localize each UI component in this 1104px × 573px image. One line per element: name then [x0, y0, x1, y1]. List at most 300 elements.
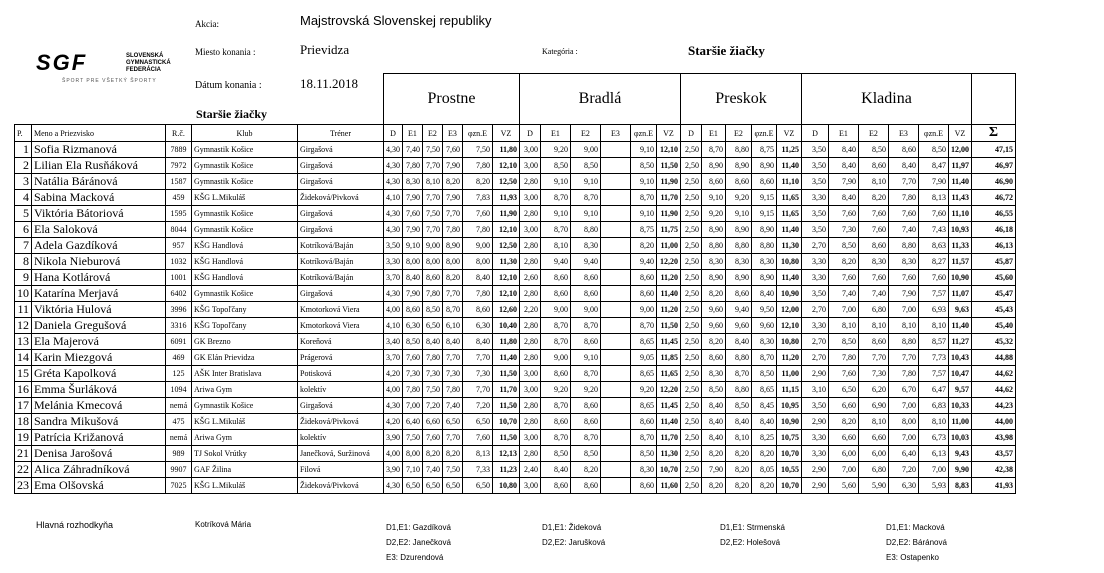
table-row — [15, 462, 1016, 478]
cell-prostne-phi: 7,80 — [463, 222, 493, 238]
cell-kladina-e2: 8,20 — [859, 190, 889, 206]
cell-preskok-e2: 8,60 — [726, 174, 752, 190]
cell-bradla-vz: 11,20 — [657, 270, 681, 286]
cell-kladina-vz: 11,27 — [949, 334, 972, 350]
cell-kladina-e3: 8,80 — [889, 238, 919, 254]
cell-rc: 1094 — [166, 382, 192, 398]
cell-prostne-e3: 7,70 — [443, 430, 463, 446]
cell-bradla-vz: 11,90 — [657, 174, 681, 190]
cell-bradla-phi: 8,50 — [631, 446, 657, 462]
cell-bradla-d: 2,80 — [520, 446, 541, 462]
cell-bradla-e2: 8,60 — [571, 334, 601, 350]
cell-preskok-e1: 8,20 — [702, 286, 726, 302]
cell-meno: Denisa Jarošová — [32, 446, 166, 462]
cell-bradla-phi: 8,70 — [631, 318, 657, 334]
cell-bradla-d: 3,00 — [520, 142, 541, 158]
cell-kladina-vz: 11,97 — [949, 158, 972, 174]
cell-kladina-vz: 10,33 — [949, 398, 972, 414]
cell-meno: Lilian Ela Rusňáková — [32, 158, 166, 174]
cell-prostne-e2: 7,40 — [423, 462, 443, 478]
cell-preskok-d: 2,50 — [681, 382, 702, 398]
cell-preskok-d: 2,50 — [681, 222, 702, 238]
cell-prostne-e2: 7,50 — [423, 382, 443, 398]
cell-trener: Kotríková/Baján — [298, 270, 384, 286]
cell-kladina-d: 2,90 — [802, 366, 829, 382]
cell-prostne-e1: 8,50 — [403, 334, 423, 350]
cell-bradla-e3 — [601, 430, 631, 446]
cell-prostne-e2: 7,20 — [423, 398, 443, 414]
cell-preskok-vz: 12,10 — [777, 318, 802, 334]
cell-kladina-phi: 6,73 — [919, 430, 949, 446]
cell-bradla-vz: 11,75 — [657, 222, 681, 238]
cell-prostne-e1: 7,60 — [403, 206, 423, 222]
cell-preskok-phi: 8,90 — [752, 270, 777, 286]
cell-prostne-e3: 8,90 — [443, 238, 463, 254]
cell-preskok-d: 2,50 — [681, 462, 702, 478]
logo-org-line1: SLOVENSKÁ — [126, 53, 164, 59]
cell-prostne-d: 3,90 — [384, 462, 403, 478]
cell-kladina-phi: 6,47 — [919, 382, 949, 398]
cell-kladina-e2: 6,60 — [859, 430, 889, 446]
cell-kladina-vz: 11,10 — [949, 206, 972, 222]
table-row — [15, 382, 1016, 398]
akcia-value: Majstrovská Slovenskej republiky — [300, 13, 492, 28]
cell-rc: 1595 — [166, 206, 192, 222]
cell-prostne-vz: 12,50 — [493, 238, 520, 254]
cell-total: 46,55 — [972, 206, 1016, 222]
cell-prostne-e3: 8,00 — [443, 254, 463, 270]
cell-kladina-d: 3,50 — [802, 158, 829, 174]
cell-prostne-d: 4,30 — [384, 478, 403, 494]
cell-poradie: 23 — [15, 478, 32, 494]
judges-kladina — [886, 520, 947, 565]
cell-kladina-e3: 8,80 — [889, 334, 919, 350]
cell-prostne-e2: 6,50 — [423, 478, 443, 494]
cell-bradla-d: 2,60 — [520, 270, 541, 286]
cell-bradla-vz: 11,65 — [657, 366, 681, 382]
cell-bradla-e3 — [601, 318, 631, 334]
cell-prostne-d: 4,20 — [384, 366, 403, 382]
cell-bradla-e1: 8,60 — [541, 270, 571, 286]
cell-total: 45,32 — [972, 334, 1016, 350]
cell-prostne-phi: 8,13 — [463, 446, 493, 462]
cell-preskok-phi: 8,25 — [752, 430, 777, 446]
cell-kladina-e1: 6,60 — [829, 398, 859, 414]
cell-poradie: 16 — [15, 382, 32, 398]
cell-bradla-phi: 9,05 — [631, 350, 657, 366]
cell-total: 43,98 — [972, 430, 1016, 446]
cell-preskok-vz: 11,65 — [777, 206, 802, 222]
judge-line: D1,E1: Strmenská — [720, 523, 785, 532]
cell-prostne-d: 4,20 — [384, 414, 403, 430]
cell-preskok-e1: 9,20 — [702, 206, 726, 222]
cell-preskok-phi: 8,45 — [752, 398, 777, 414]
cell-kladina-e2: 6,80 — [859, 302, 889, 318]
cell-prostne-e1: 7,50 — [403, 430, 423, 446]
cell-kladina-phi: 8,57 — [919, 334, 949, 350]
cell-rc: 3316 — [166, 318, 192, 334]
cell-bradla-e3 — [601, 398, 631, 414]
cell-rc: 1587 — [166, 174, 192, 190]
cell-bradla-d: 2,80 — [520, 318, 541, 334]
cell-preskok-e2: 8,90 — [726, 158, 752, 174]
cell-prostne-d: 3,30 — [384, 254, 403, 270]
col-vz: VZ — [777, 125, 802, 142]
cell-prostne-phi: 7,70 — [463, 350, 493, 366]
cell-preskok-e2: 8,80 — [726, 142, 752, 158]
cell-total: 45,87 — [972, 254, 1016, 270]
cell-prostne-d: 3,40 — [384, 334, 403, 350]
category-title: Staršie žiačky — [196, 107, 267, 121]
cell-preskok-e1: 8,40 — [702, 414, 726, 430]
cell-poradie: 18 — [15, 414, 32, 430]
cell-bradla-phi: 8,65 — [631, 398, 657, 414]
cell-klub: KŠG Topoľčany — [192, 318, 298, 334]
table-row — [15, 254, 1016, 270]
col-d: D — [384, 125, 403, 142]
cell-kladina-d: 3,10 — [802, 382, 829, 398]
cell-rc: 469 — [166, 350, 192, 366]
cell-preskok-e1: 8,90 — [702, 222, 726, 238]
cell-prostne-e2: 7,70 — [423, 190, 443, 206]
cell-preskok-phi: 9,50 — [752, 302, 777, 318]
table-row — [15, 398, 1016, 414]
cell-kladina-vz: 12,00 — [949, 142, 972, 158]
cell-prostne-e1: 8,60 — [403, 302, 423, 318]
cell-bradla-e2: 8,60 — [571, 286, 601, 302]
cell-meno: Gréta Kapolková — [32, 366, 166, 382]
cell-bradla-e1: 9,10 — [541, 206, 571, 222]
cell-bradla-vz: 11,70 — [657, 190, 681, 206]
cell-bradla-vz: 11,20 — [657, 302, 681, 318]
cell-kladina-phi: 7,57 — [919, 366, 949, 382]
cell-preskok-e1: 8,20 — [702, 334, 726, 350]
cell-preskok-e2: 8,80 — [726, 382, 752, 398]
cell-prostne-d: 4,10 — [384, 190, 403, 206]
judge-line: E3: Ostapenko — [886, 553, 939, 562]
cell-prostne-d: 4,00 — [384, 446, 403, 462]
apparatus-prostne: Prostne — [384, 74, 520, 125]
cell-prostne-e3: 8,20 — [443, 174, 463, 190]
cell-total: 43,57 — [972, 446, 1016, 462]
column-header-row — [15, 125, 1016, 142]
cell-kladina-vz: 10,43 — [949, 350, 972, 366]
cell-rc: 6402 — [166, 286, 192, 302]
cell-prostne-e3: 7,90 — [443, 190, 463, 206]
cell-bradla-e1: 8,70 — [541, 190, 571, 206]
cell-kladina-e3: 7,40 — [889, 222, 919, 238]
cell-bradla-e2: 9,20 — [571, 382, 601, 398]
cell-kladina-e1: 8,20 — [829, 254, 859, 270]
cell-klub: Gymnastik Košice — [192, 222, 298, 238]
cell-meno: Katarína Merjavá — [32, 286, 166, 302]
cell-prostne-vz: 11,23 — [493, 462, 520, 478]
cell-prostne-phi: 8,60 — [463, 302, 493, 318]
cell-preskok-d: 2,50 — [681, 158, 702, 174]
cell-kladina-d: 3,50 — [802, 174, 829, 190]
logo-org-line2: GYMNASTICKÁ — [126, 60, 171, 66]
apparatus-total-blank — [972, 74, 1016, 125]
cell-preskok-phi: 8,20 — [752, 478, 777, 494]
judges-preskok — [720, 520, 785, 550]
cell-kladina-phi: 7,73 — [919, 350, 949, 366]
cell-kladina-phi: 8,10 — [919, 414, 949, 430]
col-e1: E1 — [403, 125, 423, 142]
cell-prostne-phi: 8,20 — [463, 174, 493, 190]
cell-prostne-phi: 7,50 — [463, 142, 493, 158]
col-phi: φzn.E — [919, 125, 949, 142]
cell-bradla-e3 — [601, 190, 631, 206]
cell-poradie: 6 — [15, 222, 32, 238]
cell-prostne-e3: 6,50 — [443, 478, 463, 494]
judge-line: D1,E1: Macková — [886, 523, 945, 532]
cell-kladina-e3: 7,00 — [889, 398, 919, 414]
cell-preskok-vz: 10,55 — [777, 462, 802, 478]
cell-kladina-e3: 7,00 — [889, 302, 919, 318]
cell-prostne-vz: 11,80 — [493, 334, 520, 350]
datum-label: Dátum konania : — [195, 80, 262, 91]
cell-trener: Filová — [298, 462, 384, 478]
cell-prostne-e1: 6,40 — [403, 414, 423, 430]
cell-preskok-d: 2,50 — [681, 446, 702, 462]
cell-prostne-e3: 8,20 — [443, 446, 463, 462]
cell-kladina-e3: 6,30 — [889, 478, 919, 494]
cell-bradla-e3 — [601, 478, 631, 494]
cell-bradla-e3 — [601, 238, 631, 254]
cell-kladina-vz: 10,03 — [949, 430, 972, 446]
cell-preskok-vz: 11,15 — [777, 382, 802, 398]
col-e3: E3 — [601, 125, 631, 142]
cell-preskok-e1: 8,30 — [702, 254, 726, 270]
cell-poradie: 21 — [15, 446, 32, 462]
cell-preskok-d: 2,50 — [681, 302, 702, 318]
cell-meno: Patrícia Križanová — [32, 430, 166, 446]
cell-kladina-phi: 6,83 — [919, 398, 949, 414]
cell-prostne-e2: 7,30 — [423, 366, 443, 382]
cell-bradla-e2: 8,70 — [571, 366, 601, 382]
table-row — [15, 286, 1016, 302]
cell-bradla-phi: 8,65 — [631, 366, 657, 382]
col-e2: E2 — [726, 125, 752, 142]
cell-kladina-e3: 6,70 — [889, 382, 919, 398]
judge-line: D2,E2: Janečková — [386, 538, 451, 547]
cell-preskok-e2: 8,20 — [726, 462, 752, 478]
cell-rc: 6091 — [166, 334, 192, 350]
table-row — [15, 350, 1016, 366]
judge-line: D1,E1: Žideková — [542, 523, 602, 532]
cell-total: 45,47 — [972, 286, 1016, 302]
cell-bradla-d: 2,80 — [520, 398, 541, 414]
cell-bradla-e1: 8,50 — [541, 158, 571, 174]
miesto-value: Prievidza — [300, 42, 350, 57]
cell-prostne-vz: 11,50 — [493, 366, 520, 382]
cell-bradla-e2: 9,10 — [571, 206, 601, 222]
cell-prostne-phi: 7,83 — [463, 190, 493, 206]
cell-kladina-vz: 11,40 — [949, 318, 972, 334]
cell-kladina-d: 2,70 — [802, 350, 829, 366]
cell-kladina-e1: 7,60 — [829, 206, 859, 222]
cell-kladina-phi: 7,43 — [919, 222, 949, 238]
cell-preskok-vz: 10,90 — [777, 286, 802, 302]
cell-prostne-e2: 8,40 — [423, 334, 443, 350]
cell-prostne-e3: 7,80 — [443, 382, 463, 398]
cell-kladina-d: 3,50 — [802, 398, 829, 414]
cell-kladina-e2: 7,60 — [859, 206, 889, 222]
cell-bradla-e1: 8,50 — [541, 446, 571, 462]
cell-bradla-vz: 12,20 — [657, 382, 681, 398]
cell-kladina-e1: 7,00 — [829, 302, 859, 318]
blank-header — [15, 74, 384, 125]
cell-prostne-phi: 8,00 — [463, 254, 493, 270]
cell-preskok-phi: 8,05 — [752, 462, 777, 478]
col-e3: E3 — [443, 125, 463, 142]
cell-prostne-e1: 7,90 — [403, 190, 423, 206]
cell-preskok-phi: 8,40 — [752, 286, 777, 302]
cell-preskok-phi: 8,90 — [752, 158, 777, 174]
cell-bradla-e2: 9,40 — [571, 254, 601, 270]
cell-prostne-e2: 7,70 — [423, 222, 443, 238]
cell-meno: Hana Kotlárová — [32, 270, 166, 286]
akcia-label: Akcia: — [195, 19, 219, 29]
cell-kladina-e3: 7,90 — [889, 286, 919, 302]
cell-prostne-e3: 7,70 — [443, 206, 463, 222]
cell-prostne-vz: 11,70 — [493, 382, 520, 398]
cell-klub: Ariwa Gym — [192, 430, 298, 446]
cell-kladina-e1: 7,80 — [829, 350, 859, 366]
cell-kladina-vz: 9,90 — [949, 462, 972, 478]
cell-poradie: 2 — [15, 158, 32, 174]
cell-bradla-e3 — [601, 446, 631, 462]
cell-klub: Gymnastik Košice — [192, 398, 298, 414]
cell-trener: Janečková, Suržinová — [298, 446, 384, 462]
cell-kladina-d: 2,70 — [802, 302, 829, 318]
cell-bradla-phi: 8,60 — [631, 270, 657, 286]
judge-line: E3: Dzurendová — [386, 553, 444, 562]
cell-bradla-e1: 8,70 — [541, 318, 571, 334]
cell-kladina-d: 3,50 — [802, 286, 829, 302]
cell-preskok-e1: 9,60 — [702, 318, 726, 334]
logo-org-name — [126, 53, 171, 74]
cell-bradla-e3 — [601, 334, 631, 350]
hlavna-label: Hlavná rozhodkyňa — [36, 520, 114, 530]
cell-rc: 475 — [166, 414, 192, 430]
cell-preskok-e2: 8,20 — [726, 446, 752, 462]
cell-preskok-phi: 8,50 — [752, 366, 777, 382]
cell-kladina-e3: 7,60 — [889, 206, 919, 222]
cell-meno: Ela Saloková — [32, 222, 166, 238]
cell-meno: Sofia Rizmanová — [32, 142, 166, 158]
cell-bradla-vz: 11,50 — [657, 318, 681, 334]
cell-preskok-e2: 8,40 — [726, 334, 752, 350]
cell-meno: Karin Miezgová — [32, 350, 166, 366]
cell-poradie: 14 — [15, 350, 32, 366]
cell-kladina-phi: 7,60 — [919, 206, 949, 222]
cell-trener: Žideková/Pivková — [298, 190, 384, 206]
cell-prostne-e1: 6,30 — [403, 318, 423, 334]
cell-preskok-e2: 8,50 — [726, 398, 752, 414]
cell-klub: KŠG Handlová — [192, 270, 298, 286]
logo-mark: SGF — [36, 50, 88, 75]
cell-kladina-e1: 8,50 — [829, 334, 859, 350]
cell-prostne-e3: 7,40 — [443, 398, 463, 414]
cell-bradla-e1: 9,20 — [541, 142, 571, 158]
cell-bradla-e1: 9,40 — [541, 254, 571, 270]
cell-kladina-e3: 7,20 — [889, 462, 919, 478]
cell-kladina-vz: 11,43 — [949, 190, 972, 206]
cell-kladina-e3: 7,80 — [889, 190, 919, 206]
cell-preskok-phi: 9,15 — [752, 190, 777, 206]
cell-preskok-e2: 8,70 — [726, 366, 752, 382]
cell-prostne-e2: 6,50 — [423, 318, 443, 334]
cell-trener: Girgašová — [298, 158, 384, 174]
cell-prostne-phi: 6,50 — [463, 478, 493, 494]
cell-bradla-d: 2,80 — [520, 174, 541, 190]
cell-bradla-phi: 8,65 — [631, 334, 657, 350]
cell-kladina-vz: 9,57 — [949, 382, 972, 398]
cell-prostne-vz: 11,50 — [493, 398, 520, 414]
cell-bradla-e1: 8,60 — [541, 414, 571, 430]
cell-bradla-d: 3,00 — [520, 366, 541, 382]
cell-kladina-e1: 7,60 — [829, 366, 859, 382]
apparatus-header-row — [15, 74, 1016, 125]
cell-kladina-phi: 6,13 — [919, 446, 949, 462]
cell-klub: Gymnastik Košice — [192, 206, 298, 222]
cell-preskok-vz: 11,00 — [777, 366, 802, 382]
cell-kladina-e2: 6,90 — [859, 398, 889, 414]
cell-bradla-e3 — [601, 222, 631, 238]
cell-prostne-d: 4,30 — [384, 286, 403, 302]
cell-preskok-e2: 8,10 — [726, 430, 752, 446]
cell-kladina-phi: 7,00 — [919, 462, 949, 478]
cell-preskok-vz: 11,25 — [777, 142, 802, 158]
cell-meno: Adela Gazdíková — [32, 238, 166, 254]
cell-bradla-e3 — [601, 270, 631, 286]
col-vz: VZ — [657, 125, 681, 142]
cell-kladina-phi: 6,93 — [919, 302, 949, 318]
cell-bradla-e3 — [601, 142, 631, 158]
cell-preskok-vz: 10,80 — [777, 334, 802, 350]
cell-prostne-vz: 11,30 — [493, 254, 520, 270]
cell-prostne-e1: 8,00 — [403, 254, 423, 270]
cell-kladina-e2: 8,10 — [859, 318, 889, 334]
cell-meno: Natália Báránová — [32, 174, 166, 190]
cell-poradie: 17 — [15, 398, 32, 414]
cell-bradla-e2: 8,60 — [571, 478, 601, 494]
cell-prostne-e2: 7,50 — [423, 206, 443, 222]
cell-total: 41,93 — [972, 478, 1016, 494]
table-row — [15, 206, 1016, 222]
cell-bradla-d: 2,80 — [520, 206, 541, 222]
cell-preskok-e1: 8,90 — [702, 270, 726, 286]
cell-prostne-phi: 7,80 — [463, 286, 493, 302]
cell-bradla-d: 3,00 — [520, 478, 541, 494]
cell-preskok-vz: 10,70 — [777, 478, 802, 494]
cell-preskok-d: 2,50 — [681, 142, 702, 158]
cell-prostne-e2: 7,80 — [423, 286, 443, 302]
cell-kladina-vz: 10,90 — [949, 270, 972, 286]
cell-kladina-d: 2,70 — [802, 238, 829, 254]
cell-bradla-e3 — [601, 382, 631, 398]
cell-preskok-vz: 11,65 — [777, 190, 802, 206]
col-e1: E1 — [829, 125, 859, 142]
cell-bradla-e1: 8,60 — [541, 478, 571, 494]
cell-trener: Girgašová — [298, 174, 384, 190]
cell-bradla-phi: 8,70 — [631, 430, 657, 446]
cell-kladina-e2: 7,30 — [859, 366, 889, 382]
cell-bradla-e2: 8,70 — [571, 190, 601, 206]
cell-poradie: 22 — [15, 462, 32, 478]
cell-preskok-e1: 8,40 — [702, 430, 726, 446]
